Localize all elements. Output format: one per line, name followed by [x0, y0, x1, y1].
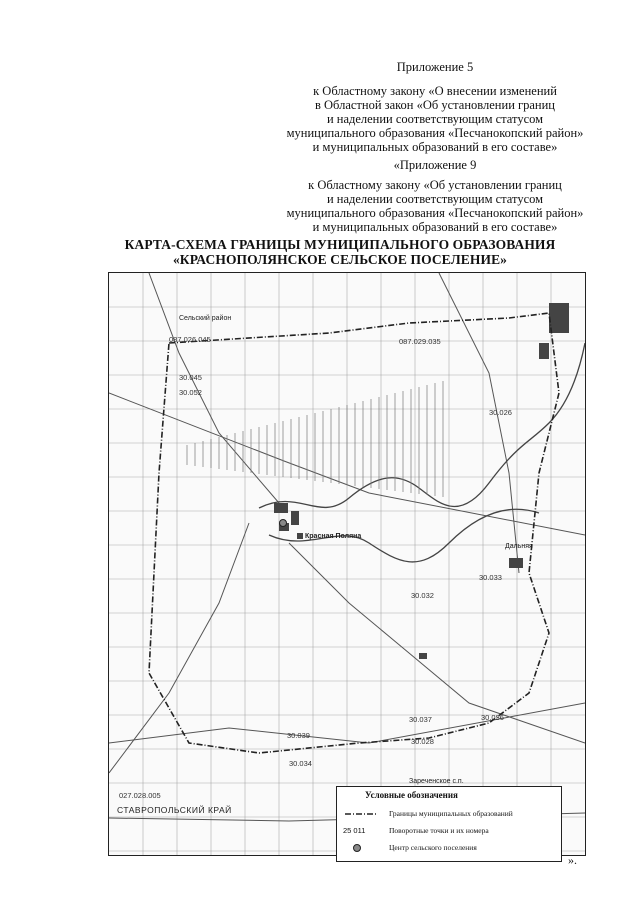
map-title-line-2: «КРАСНОПОЛЯНСКОЕ СЕЛЬСКОЕ ПОСЕЛЕНИЕ»	[172, 252, 508, 267]
turning-point-label: 027.028.005	[119, 791, 161, 800]
appendix-5-line: в Областной закон «Об установлении границ	[314, 98, 555, 112]
appendix-9-header	[270, 158, 600, 234]
legend-title: Условные обозначения	[365, 790, 458, 800]
map-label-stavropolsky-kray: СТАВРОПОЛЬСКИЙ КРАЙ	[117, 805, 232, 815]
turning-point-symbol: 25 011	[343, 826, 366, 835]
turning-point-label: 087.026.045	[169, 335, 211, 344]
turning-point-label: 30.039	[287, 731, 310, 740]
turning-point-label: 30.037	[409, 715, 432, 724]
appendix-5-line: и муниципальных образований в его составе»	[312, 140, 558, 154]
appendix-5-header	[270, 60, 600, 154]
turning-point-label: 30.033	[479, 573, 502, 582]
legend-label-turning-points: Поворотные точки и их номера	[389, 826, 489, 835]
turning-point-label: 30.052	[179, 388, 202, 397]
legend-row-center	[337, 841, 561, 855]
turning-point-label: 30.034	[289, 759, 312, 768]
map-label-zarechenskoe: Зареченское с.п.	[409, 778, 464, 785]
map-settlements	[274, 303, 569, 659]
closing-quote: ».	[568, 853, 577, 867]
settlement-center-symbol	[343, 841, 379, 855]
boundary-line-symbol	[343, 807, 379, 821]
map-label-dalnyaya: Дальняя	[505, 543, 533, 550]
turning-point-label: 30.026	[489, 408, 512, 417]
legend-label-boundary: Границы муниципальных образований	[389, 809, 513, 818]
appendix-9-line: «Приложение 9	[393, 158, 477, 172]
appendix-5-line: муниципального образования «Песчанокопский район»	[286, 126, 584, 140]
appendix-9-line: к Областному закону «Об установлении границ	[308, 178, 562, 192]
turning-point-label: 30.032	[411, 591, 434, 600]
legend-row-turning-points	[337, 824, 561, 838]
appendix-9-line: и наделении соответствующим статусом	[326, 192, 544, 206]
turning-point-label: 30.028	[411, 737, 434, 746]
boundary-map[interactable]	[108, 272, 586, 856]
settlement-center-marker	[280, 520, 287, 527]
map-title	[60, 237, 620, 267]
map-label-selsky-rayon: Сельский район	[179, 315, 232, 322]
legend-row-boundary	[337, 807, 561, 821]
turning-point-label: 30.036	[481, 713, 504, 722]
appendix-9-line: муниципального образования «Песчанокопский район»	[286, 206, 584, 220]
appendix-9-line: и муниципальных образований в его составе»	[312, 220, 558, 234]
turning-point-label: 30.045	[179, 373, 202, 382]
map-title-line-1: КАРТА-СХЕМА ГРАНИЦЫ МУНИЦИПАЛЬНОГО ОБРАЗОВАНИЯ	[124, 237, 556, 252]
turning-point-label: 087.029.035	[399, 337, 441, 346]
map-legend	[336, 786, 562, 862]
map-label-krasnaya-polyana: Красная Поляна	[305, 533, 362, 540]
map-drawing	[109, 273, 585, 855]
legend-label-center: Центр сельского поселения	[389, 843, 477, 852]
appendix-5-line: Приложение 5	[396, 60, 474, 74]
appendix-5-line: и наделении соответствующим статусом	[326, 112, 544, 126]
map-rivers	[259, 343, 585, 562]
appendix-5-line: к Областному закону «О внесении изменений	[313, 84, 557, 98]
